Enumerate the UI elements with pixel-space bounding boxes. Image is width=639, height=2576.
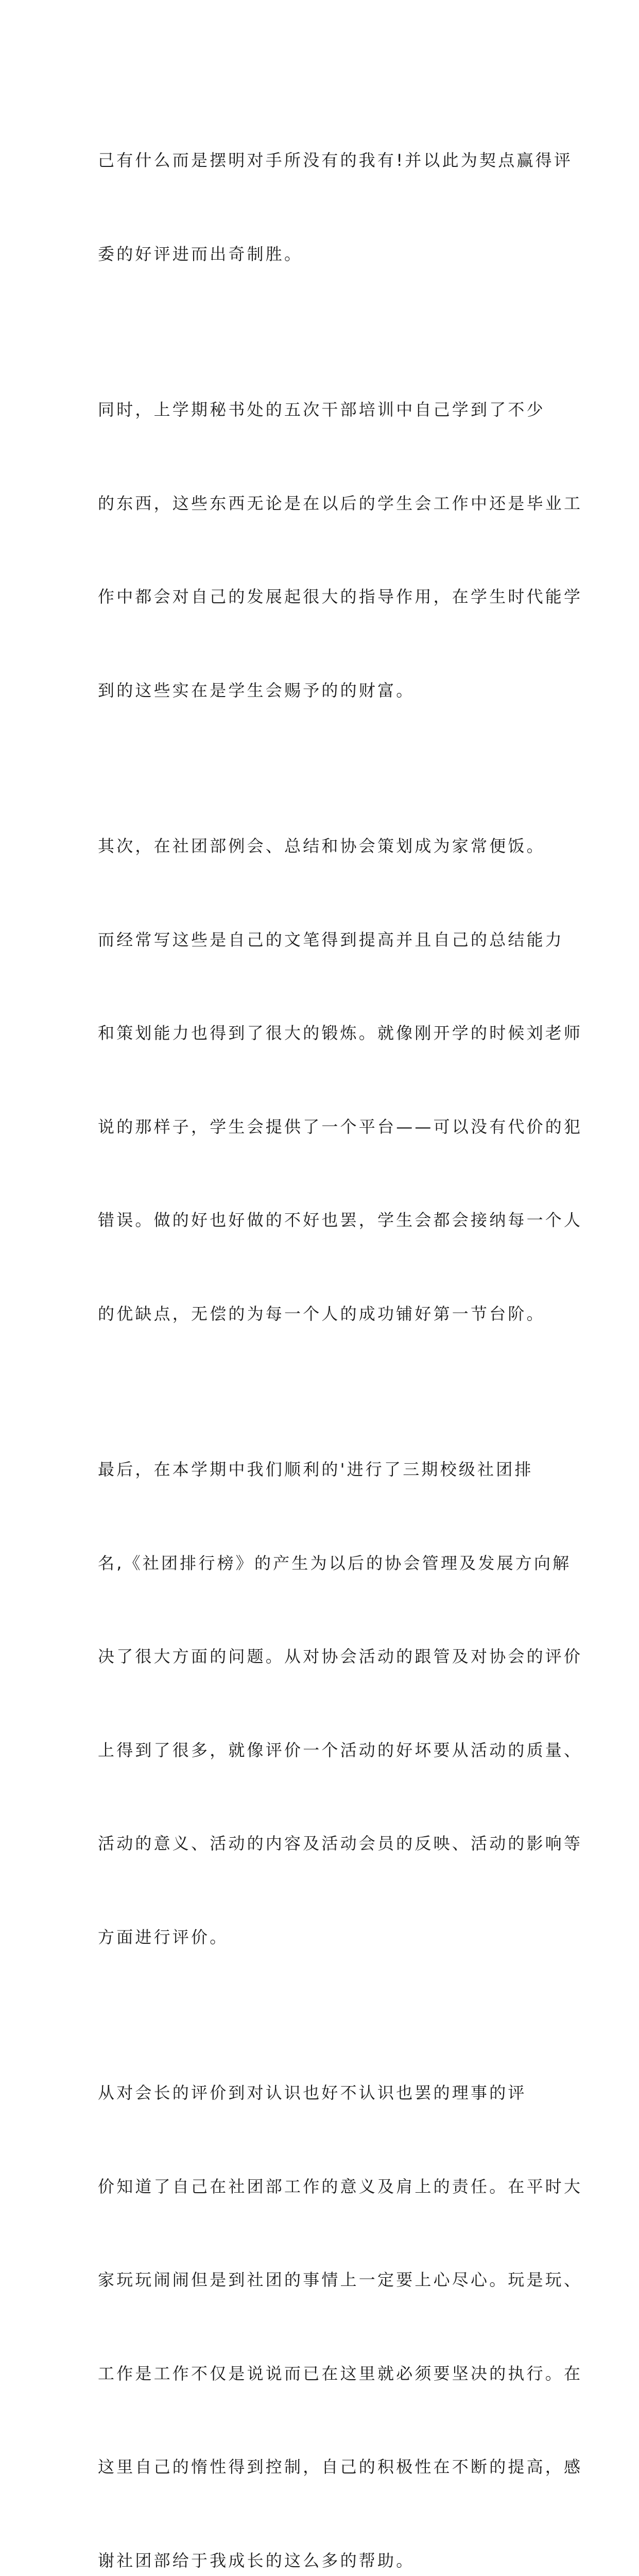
- text-line: 错误。做的好也好做的不好也罢，学生会都会接纳每一个人: [98, 1205, 551, 1236]
- paragraph-4: [98, 1392, 551, 2015]
- text-line: 其次，在社团部例会、总结和协会策划成为家常便饭。: [98, 831, 551, 862]
- text-line: 到的这些实在是学生会赐予的的财富。: [98, 675, 551, 706]
- text-line: 而经常写这些是自己的文笔得到提高并且自己的总结能力: [98, 924, 551, 956]
- text-line: 说的那样子，学生会提供了一个平台——可以没有代价的犯: [98, 1111, 551, 1143]
- text-line: 和策划能力也得到了很大的锻炼。就像刚开学的时候刘老师: [98, 1018, 551, 1049]
- paragraph-1: [98, 82, 551, 332]
- text-line: 工作是工作不仅是说说而已在这里就必须要坚决的执行。在: [98, 2358, 551, 2389]
- text-line: 己有什么而是摆明对手所没有的我有!并以此为契点赢得评: [98, 145, 551, 176]
- text-line: 上得到了很多，就像评价一个活动的好坏要从活动的质量、: [98, 1735, 551, 1766]
- text-line: 活动的意义、活动的内容及活动会员的反映、活动的影响等: [98, 1828, 551, 1859]
- text-line: 从对会长的评价到对认识也好不认识也罢的理事的评: [98, 2077, 551, 2109]
- text-line: 这里自己的惰性得到控制，自己的积极性在不断的提高，感: [98, 2451, 551, 2483]
- text-line: 的东西，这些东西无论是在以后的学生会工作中还是毕业工: [98, 488, 551, 519]
- text-line: 最后，在本学期中我们顺利的'进行了三期校级社团排: [98, 1454, 551, 1485]
- document-body: [98, 82, 551, 2576]
- text-line: 家玩玩闹闹但是到社团的事情上一定要上心尽心。玩是玩、: [98, 2264, 551, 2296]
- text-line: 委的好评进而出奇制胜。: [98, 239, 551, 270]
- text-line: 的优缺点，无偿的为每一个人的成功铺好第一节台阶。: [98, 1298, 551, 1330]
- text-line: 同时，上学期秘书处的五次干部培训中自己学到了不少: [98, 394, 551, 426]
- text-line: 名,《社团排行榜》的产生为以后的协会管理及发展方向解: [98, 1548, 551, 1579]
- text-line: 谢社团部给于我成长的这么多的帮助。: [98, 2545, 551, 2576]
- paragraph-2: [98, 332, 551, 768]
- text-line: 价知道了自己在社团部工作的意义及肩上的责任。在平时大: [98, 2171, 551, 2202]
- document-page: [0, 0, 639, 904]
- text-line: 方面进行评价。: [98, 1922, 551, 1953]
- paragraph-3: [98, 768, 551, 1392]
- text-line: 作中都会对自己的发展起很大的指导作用，在学生时代能学: [98, 581, 551, 613]
- text-line: 决了很大方面的问题。从对协会活动的跟管及对协会的评价: [98, 1641, 551, 1672]
- paragraph-5: [98, 2015, 551, 2576]
